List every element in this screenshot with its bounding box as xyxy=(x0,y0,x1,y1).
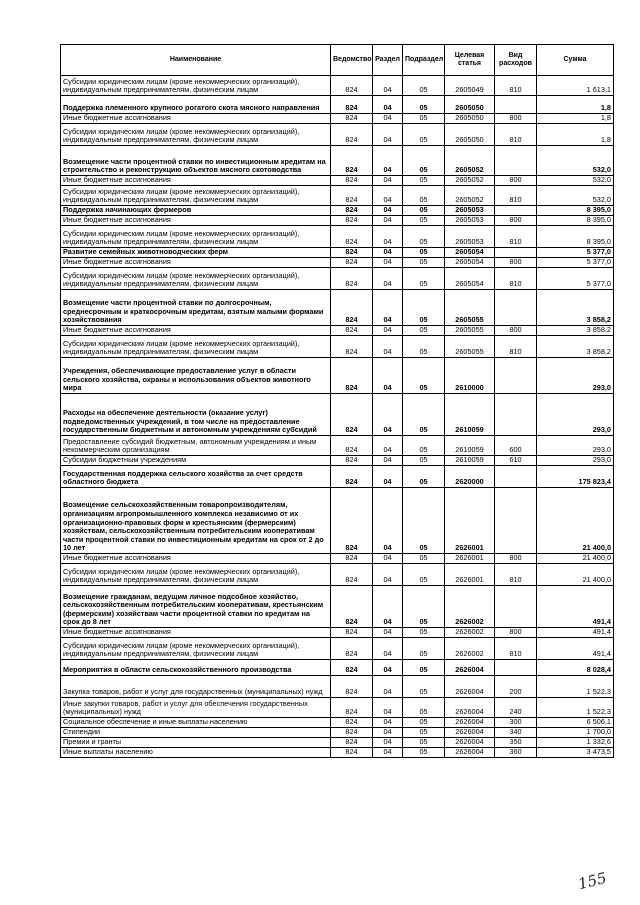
table-row xyxy=(61,268,614,290)
cell-razdel: 04 xyxy=(373,466,403,488)
table-row xyxy=(61,456,614,466)
cell-celevaya-statya: 2610059 xyxy=(445,394,495,436)
cell-vid-rashodov: 810 xyxy=(495,76,537,96)
header-celevaya-statya: Целевая статья xyxy=(445,45,495,76)
cell-podrazdel: 05 xyxy=(403,394,445,436)
cell-razdel: 04 xyxy=(373,728,403,738)
table-row xyxy=(61,628,614,638)
cell-vedomstvo: 824 xyxy=(331,76,373,96)
cell-celevaya-statya: 2605052 xyxy=(445,146,495,176)
cell-celevaya-statya: 2626001 xyxy=(445,564,495,586)
cell-vedomstvo: 824 xyxy=(331,124,373,146)
cell-celevaya-statya: 2605053 xyxy=(445,226,495,248)
cell-name: Иные бюджетные ассигнования xyxy=(61,216,331,226)
cell-podrazdel: 05 xyxy=(403,146,445,176)
cell-razdel: 04 xyxy=(373,206,403,216)
cell-name: Закупка товаров, работ и услуг для государственных (муниципальных) нужд xyxy=(61,676,331,698)
cell-vid-rashodov: 600 xyxy=(495,436,537,456)
cell-podrazdel: 05 xyxy=(403,698,445,718)
cell-celevaya-statya: 2605050 xyxy=(445,96,495,114)
cell-vedomstvo: 824 xyxy=(331,394,373,436)
cell-summa: 1 522,3 xyxy=(537,698,614,718)
cell-name: Возмещение части процентной ставки по инвестиционным кредитам на строительство и реконструкцию объектов мясного скотоводства xyxy=(61,146,331,176)
cell-podrazdel: 05 xyxy=(403,586,445,628)
cell-razdel: 04 xyxy=(373,248,403,258)
cell-podrazdel: 05 xyxy=(403,258,445,268)
cell-vedomstvo: 824 xyxy=(331,466,373,488)
cell-podrazdel: 05 xyxy=(403,738,445,748)
table-row xyxy=(61,124,614,146)
budget-table xyxy=(60,44,614,758)
cell-celevaya-statya: 2626004 xyxy=(445,676,495,698)
table-row xyxy=(61,564,614,586)
cell-name: Субсидии юридическим лицам (кроме некоммерческих организаций), индивидуальным предпринимателям, физическим лицам xyxy=(61,336,331,358)
cell-vedomstvo: 824 xyxy=(331,628,373,638)
cell-summa: 293,0 xyxy=(537,358,614,394)
cell-vedomstvo: 824 xyxy=(331,248,373,258)
cell-celevaya-statya: 2626002 xyxy=(445,638,495,660)
cell-name: Субсидии юридическим лицам (кроме некоммерческих организаций), индивидуальным предпринимателям, физическим лицам xyxy=(61,76,331,96)
cell-vid-rashodov: 800 xyxy=(495,114,537,124)
cell-name: Субсидии юридическим лицам (кроме некоммерческих организаций), индивидуальным предпринимателям, физическим лицам xyxy=(61,638,331,660)
cell-summa: 532,0 xyxy=(537,186,614,206)
table-row xyxy=(61,176,614,186)
cell-vedomstvo: 824 xyxy=(331,268,373,290)
table-row xyxy=(61,326,614,336)
cell-vedomstvo: 824 xyxy=(331,554,373,564)
cell-vid-rashodov xyxy=(495,290,537,326)
cell-podrazdel: 05 xyxy=(403,436,445,456)
cell-vid-rashodov xyxy=(495,358,537,394)
cell-razdel: 04 xyxy=(373,326,403,336)
cell-summa: 3 858,2 xyxy=(537,336,614,358)
table-row xyxy=(61,226,614,248)
cell-celevaya-statya: 2626002 xyxy=(445,586,495,628)
cell-vedomstvo: 824 xyxy=(331,336,373,358)
cell-razdel: 04 xyxy=(373,216,403,226)
cell-summa: 3 858,2 xyxy=(537,326,614,336)
header-name: Наименование xyxy=(61,45,331,76)
cell-podrazdel: 05 xyxy=(403,628,445,638)
cell-summa: 1 700,0 xyxy=(537,728,614,738)
cell-celevaya-statya: 2605054 xyxy=(445,268,495,290)
cell-vedomstvo: 824 xyxy=(331,748,373,758)
cell-summa: 6 506,1 xyxy=(537,718,614,728)
cell-podrazdel: 05 xyxy=(403,326,445,336)
cell-celevaya-statya: 2605054 xyxy=(445,258,495,268)
cell-summa: 491,4 xyxy=(537,586,614,628)
cell-podrazdel: 05 xyxy=(403,554,445,564)
cell-celevaya-statya: 2626002 xyxy=(445,628,495,638)
cell-podrazdel: 05 xyxy=(403,124,445,146)
table-header-row xyxy=(61,45,614,76)
cell-vid-rashodov xyxy=(495,206,537,216)
cell-summa: 1 522,3 xyxy=(537,676,614,698)
cell-summa: 491,4 xyxy=(537,638,614,660)
cell-vid-rashodov: 810 xyxy=(495,336,537,358)
cell-name: Иные закупки товаров, работ и услуг для обеспечения государственных (муниципальных) нужд xyxy=(61,698,331,718)
cell-vedomstvo: 824 xyxy=(331,226,373,248)
cell-name: Развитие семейных животноводческих ферм xyxy=(61,248,331,258)
cell-podrazdel: 05 xyxy=(403,676,445,698)
cell-podrazdel: 05 xyxy=(403,718,445,728)
cell-vid-rashodov xyxy=(495,488,537,554)
cell-celevaya-statya: 2626004 xyxy=(445,728,495,738)
table-row xyxy=(61,718,614,728)
cell-podrazdel: 05 xyxy=(403,216,445,226)
cell-celevaya-statya: 2610059 xyxy=(445,436,495,456)
cell-celevaya-statya: 2626004 xyxy=(445,698,495,718)
cell-name: Премии и гранты xyxy=(61,738,331,748)
cell-vedomstvo: 824 xyxy=(331,456,373,466)
cell-vid-rashodov xyxy=(495,586,537,628)
cell-podrazdel: 05 xyxy=(403,226,445,248)
cell-podrazdel: 05 xyxy=(403,76,445,96)
cell-razdel: 04 xyxy=(373,358,403,394)
cell-podrazdel: 05 xyxy=(403,96,445,114)
cell-vedomstvo: 824 xyxy=(331,96,373,114)
cell-razdel: 04 xyxy=(373,258,403,268)
cell-podrazdel: 05 xyxy=(403,358,445,394)
cell-name: Мероприятия в области сельскохозяйственного производства xyxy=(61,660,331,676)
cell-vedomstvo: 824 xyxy=(331,638,373,660)
cell-celevaya-statya: 2605053 xyxy=(445,216,495,226)
cell-summa: 3 858,2 xyxy=(537,290,614,326)
cell-vid-rashodov: 360 xyxy=(495,748,537,758)
cell-vedomstvo: 824 xyxy=(331,698,373,718)
cell-name: Социальное обеспечение и иные выплаты населению xyxy=(61,718,331,728)
cell-vid-rashodov: 610 xyxy=(495,456,537,466)
table-row xyxy=(61,638,614,660)
cell-summa: 293,0 xyxy=(537,456,614,466)
cell-vedomstvo: 824 xyxy=(331,206,373,216)
cell-vid-rashodov: 800 xyxy=(495,326,537,336)
cell-celevaya-statya: 2620000 xyxy=(445,466,495,488)
header-razdel: Раздел xyxy=(373,45,403,76)
cell-celevaya-statya: 2626001 xyxy=(445,488,495,554)
table-row xyxy=(61,488,614,554)
cell-summa: 5 377,0 xyxy=(537,258,614,268)
cell-summa: 532,0 xyxy=(537,176,614,186)
cell-razdel: 04 xyxy=(373,718,403,728)
table-row xyxy=(61,660,614,676)
cell-podrazdel: 05 xyxy=(403,660,445,676)
table-row xyxy=(61,258,614,268)
cell-celevaya-statya: 2605055 xyxy=(445,290,495,326)
cell-summa: 8 395,0 xyxy=(537,216,614,226)
cell-razdel: 04 xyxy=(373,114,403,124)
cell-summa: 1,8 xyxy=(537,124,614,146)
table-row xyxy=(61,738,614,748)
cell-name: Иные бюджетные ассигнования xyxy=(61,258,331,268)
cell-name: Субсидии юридическим лицам (кроме некоммерческих организаций), индивидуальным предпринимателям, физическим лицам xyxy=(61,226,331,248)
cell-vid-rashodov: 800 xyxy=(495,258,537,268)
cell-podrazdel: 05 xyxy=(403,638,445,660)
cell-celevaya-statya: 2626004 xyxy=(445,718,495,728)
header-vid-rashodov: Вид расходов xyxy=(495,45,537,76)
cell-vedomstvo: 824 xyxy=(331,114,373,124)
cell-vedomstvo: 824 xyxy=(331,258,373,268)
cell-vid-rashodov: 350 xyxy=(495,738,537,748)
cell-summa: 21 400,0 xyxy=(537,554,614,564)
cell-name: Государственная поддержка сельского хозяйства за счет средств областного бюджета xyxy=(61,466,331,488)
cell-razdel: 04 xyxy=(373,456,403,466)
cell-razdel: 04 xyxy=(373,748,403,758)
cell-vid-rashodov: 810 xyxy=(495,638,537,660)
handwritten-page-number: 155 xyxy=(576,868,609,894)
cell-razdel: 04 xyxy=(373,76,403,96)
cell-celevaya-statya: 2605055 xyxy=(445,336,495,358)
header-podrazdel: Подраздел xyxy=(403,45,445,76)
cell-vid-rashodov xyxy=(495,394,537,436)
cell-summa: 1 613,1 xyxy=(537,76,614,96)
cell-vid-rashodov: 810 xyxy=(495,268,537,290)
budget-sheet xyxy=(60,44,613,758)
cell-vedomstvo: 824 xyxy=(331,326,373,336)
cell-summa: 8 028,4 xyxy=(537,660,614,676)
table-row xyxy=(61,290,614,326)
cell-summa: 21 400,0 xyxy=(537,488,614,554)
cell-razdel: 04 xyxy=(373,186,403,206)
cell-summa: 1,8 xyxy=(537,114,614,124)
table-row xyxy=(61,748,614,758)
cell-vid-rashodov xyxy=(495,96,537,114)
header-summa: Сумма xyxy=(537,45,614,76)
cell-vedomstvo: 824 xyxy=(331,186,373,206)
cell-podrazdel: 05 xyxy=(403,488,445,554)
cell-vedomstvo: 824 xyxy=(331,676,373,698)
cell-summa: 532,0 xyxy=(537,146,614,176)
table-row xyxy=(61,96,614,114)
cell-vid-rashodov: 810 xyxy=(495,226,537,248)
cell-name: Учреждения, обеспечивающие предоставление услуг в области сельского хозяйства, охраны и использования объектов животного мира xyxy=(61,358,331,394)
cell-celevaya-statya: 2626004 xyxy=(445,748,495,758)
cell-vid-rashodov xyxy=(495,248,537,258)
cell-summa: 3 473,5 xyxy=(537,748,614,758)
cell-name: Иные бюджетные ассигнования xyxy=(61,326,331,336)
cell-name: Субсидии юридическим лицам (кроме некоммерческих организаций), индивидуальным предпринимателям, физическим лицам xyxy=(61,124,331,146)
cell-podrazdel: 05 xyxy=(403,248,445,258)
cell-podrazdel: 05 xyxy=(403,748,445,758)
cell-razdel: 04 xyxy=(373,698,403,718)
cell-name: Расходы на обеспечение деятельности (оказание услуг) подведомственных учреждений, в том числе на предоставление государственным бюджетным и автономным учреждениям субсидий xyxy=(61,394,331,436)
cell-celevaya-statya: 2626004 xyxy=(445,660,495,676)
cell-vid-rashodov: 300 xyxy=(495,718,537,728)
cell-podrazdel: 05 xyxy=(403,114,445,124)
cell-razdel: 04 xyxy=(373,226,403,248)
cell-celevaya-statya: 2626001 xyxy=(445,554,495,564)
cell-celevaya-statya: 2605049 xyxy=(445,76,495,96)
cell-celevaya-statya: 2605050 xyxy=(445,114,495,124)
table-row xyxy=(61,676,614,698)
cell-razdel: 04 xyxy=(373,268,403,290)
cell-name: Иные бюджетные ассигнования xyxy=(61,628,331,638)
cell-celevaya-statya: 2605053 xyxy=(445,206,495,216)
cell-summa: 5 377,0 xyxy=(537,268,614,290)
cell-razdel: 04 xyxy=(373,628,403,638)
cell-name: Субсидии бюджетным учреждениям xyxy=(61,456,331,466)
cell-vid-rashodov: 200 xyxy=(495,676,537,698)
cell-name: Субсидии юридическим лицам (кроме некоммерческих организаций), индивидуальным предпринимателям, физическим лицам xyxy=(61,186,331,206)
cell-razdel: 04 xyxy=(373,146,403,176)
cell-vedomstvo: 824 xyxy=(331,488,373,554)
table-row xyxy=(61,466,614,488)
cell-summa: 1,8 xyxy=(537,96,614,114)
cell-podrazdel: 05 xyxy=(403,268,445,290)
cell-name: Иные выплаты населению xyxy=(61,748,331,758)
cell-vedomstvo: 824 xyxy=(331,358,373,394)
cell-summa: 293,0 xyxy=(537,394,614,436)
cell-celevaya-statya: 2605052 xyxy=(445,176,495,186)
cell-vedomstvo: 824 xyxy=(331,718,373,728)
cell-name: Возмещение гражданам, ведущим личное подсобное хозяйство, сельскохозяйственным потребительским кооперативам, крестьянским (фермерским) хозяйствам части процентной ставки по кредитам на срок до 8 лет xyxy=(61,586,331,628)
table-body xyxy=(61,76,614,758)
cell-vedomstvo: 824 xyxy=(331,146,373,176)
cell-razdel: 04 xyxy=(373,586,403,628)
cell-name: Иные бюджетные ассигнования xyxy=(61,176,331,186)
cell-razdel: 04 xyxy=(373,676,403,698)
cell-vid-rashodov xyxy=(495,660,537,676)
cell-vedomstvo: 824 xyxy=(331,176,373,186)
cell-razdel: 04 xyxy=(373,638,403,660)
cell-vedomstvo: 824 xyxy=(331,564,373,586)
cell-name: Субсидии юридическим лицам (кроме некоммерческих организаций), индивидуальным предпринимателям, физическим лицам xyxy=(61,268,331,290)
cell-name: Возмещение части процентной ставки по долгосрочным, среднесрочным и краткосрочным кредитам, взятым малыми формами хозяйствования xyxy=(61,290,331,326)
table-row xyxy=(61,76,614,96)
cell-name: Стипендии xyxy=(61,728,331,738)
cell-summa: 8 395,0 xyxy=(537,206,614,216)
cell-name: Субсидии юридическим лицам (кроме некоммерческих организаций), индивидуальным предпринимателям, физическим лицам xyxy=(61,564,331,586)
table-row xyxy=(61,248,614,258)
cell-vid-rashodov: 800 xyxy=(495,628,537,638)
cell-summa: 21 400,0 xyxy=(537,564,614,586)
cell-podrazdel: 05 xyxy=(403,206,445,216)
table-row xyxy=(61,146,614,176)
cell-name: Поддержка начинающих фермеров xyxy=(61,206,331,216)
cell-name: Иные бюджетные ассигнования xyxy=(61,554,331,564)
cell-celevaya-statya: 2610059 xyxy=(445,456,495,466)
cell-podrazdel: 05 xyxy=(403,290,445,326)
cell-summa: 293,0 xyxy=(537,436,614,456)
table-row xyxy=(61,436,614,456)
table-row xyxy=(61,358,614,394)
cell-celevaya-statya: 2605052 xyxy=(445,186,495,206)
cell-celevaya-statya: 2626004 xyxy=(445,738,495,748)
table-row xyxy=(61,206,614,216)
cell-vedomstvo: 824 xyxy=(331,660,373,676)
cell-summa: 1 332,6 xyxy=(537,738,614,748)
cell-vid-rashodov: 800 xyxy=(495,176,537,186)
cell-razdel: 04 xyxy=(373,660,403,676)
table-row xyxy=(61,586,614,628)
cell-celevaya-statya: 2605054 xyxy=(445,248,495,258)
cell-razdel: 04 xyxy=(373,554,403,564)
cell-celevaya-statya: 2605055 xyxy=(445,326,495,336)
cell-razdel: 04 xyxy=(373,488,403,554)
cell-name: Поддержка племенного крупного рогатого скота мясного направления xyxy=(61,96,331,114)
cell-podrazdel: 05 xyxy=(403,564,445,586)
cell-podrazdel: 05 xyxy=(403,336,445,358)
cell-razdel: 04 xyxy=(373,564,403,586)
header-vedomstvo: Ведомство xyxy=(331,45,373,76)
table-row xyxy=(61,554,614,564)
cell-razdel: 04 xyxy=(373,290,403,326)
cell-razdel: 04 xyxy=(373,176,403,186)
cell-summa: 175 823,4 xyxy=(537,466,614,488)
cell-podrazdel: 05 xyxy=(403,728,445,738)
cell-name: Возмещение сельскохозяйственным товаропроизводителям, организациям агропромышленного комплекса независимо от их организационно-правовых форм и крестьянским (фермерским) хозяйствам, сельскохозяйственным потребительским кооперативам части процентной ставки по инвестиционным кредитам на срок от 2 до 10 лет xyxy=(61,488,331,554)
table-row xyxy=(61,728,614,738)
cell-podrazdel: 05 xyxy=(403,186,445,206)
table-row xyxy=(61,216,614,226)
cell-vid-rashodov: 810 xyxy=(495,564,537,586)
cell-summa: 8 395,0 xyxy=(537,226,614,248)
table-row xyxy=(61,336,614,358)
cell-vedomstvo: 824 xyxy=(331,436,373,456)
cell-vedomstvo: 824 xyxy=(331,728,373,738)
cell-vid-rashodov: 800 xyxy=(495,554,537,564)
cell-name: Иные бюджетные ассигнования xyxy=(61,114,331,124)
cell-vid-rashodov xyxy=(495,146,537,176)
cell-razdel: 04 xyxy=(373,436,403,456)
cell-podrazdel: 05 xyxy=(403,176,445,186)
cell-podrazdel: 05 xyxy=(403,466,445,488)
cell-vedomstvo: 824 xyxy=(331,290,373,326)
cell-vid-rashodov: 240 xyxy=(495,698,537,718)
cell-razdel: 04 xyxy=(373,394,403,436)
cell-celevaya-statya: 2605050 xyxy=(445,124,495,146)
cell-vid-rashodov: 800 xyxy=(495,216,537,226)
cell-name: Предоставление субсидий бюджетным, автономным учреждениям и иным некоммерческим организациям xyxy=(61,436,331,456)
cell-razdel: 04 xyxy=(373,738,403,748)
cell-vedomstvo: 824 xyxy=(331,738,373,748)
table-row xyxy=(61,186,614,206)
cell-vedomstvo: 824 xyxy=(331,586,373,628)
table-row xyxy=(61,394,614,436)
cell-celevaya-statya: 2610000 xyxy=(445,358,495,394)
cell-vid-rashodov xyxy=(495,466,537,488)
cell-vid-rashodov: 810 xyxy=(495,124,537,146)
cell-vid-rashodov: 810 xyxy=(495,186,537,206)
cell-razdel: 04 xyxy=(373,96,403,114)
cell-razdel: 04 xyxy=(373,124,403,146)
cell-podrazdel: 05 xyxy=(403,456,445,466)
table-row xyxy=(61,114,614,124)
cell-vid-rashodov: 340 xyxy=(495,728,537,738)
cell-summa: 5 377,0 xyxy=(537,248,614,258)
table-row xyxy=(61,698,614,718)
cell-razdel: 04 xyxy=(373,336,403,358)
cell-vedomstvo: 824 xyxy=(331,216,373,226)
cell-summa: 491,4 xyxy=(537,628,614,638)
